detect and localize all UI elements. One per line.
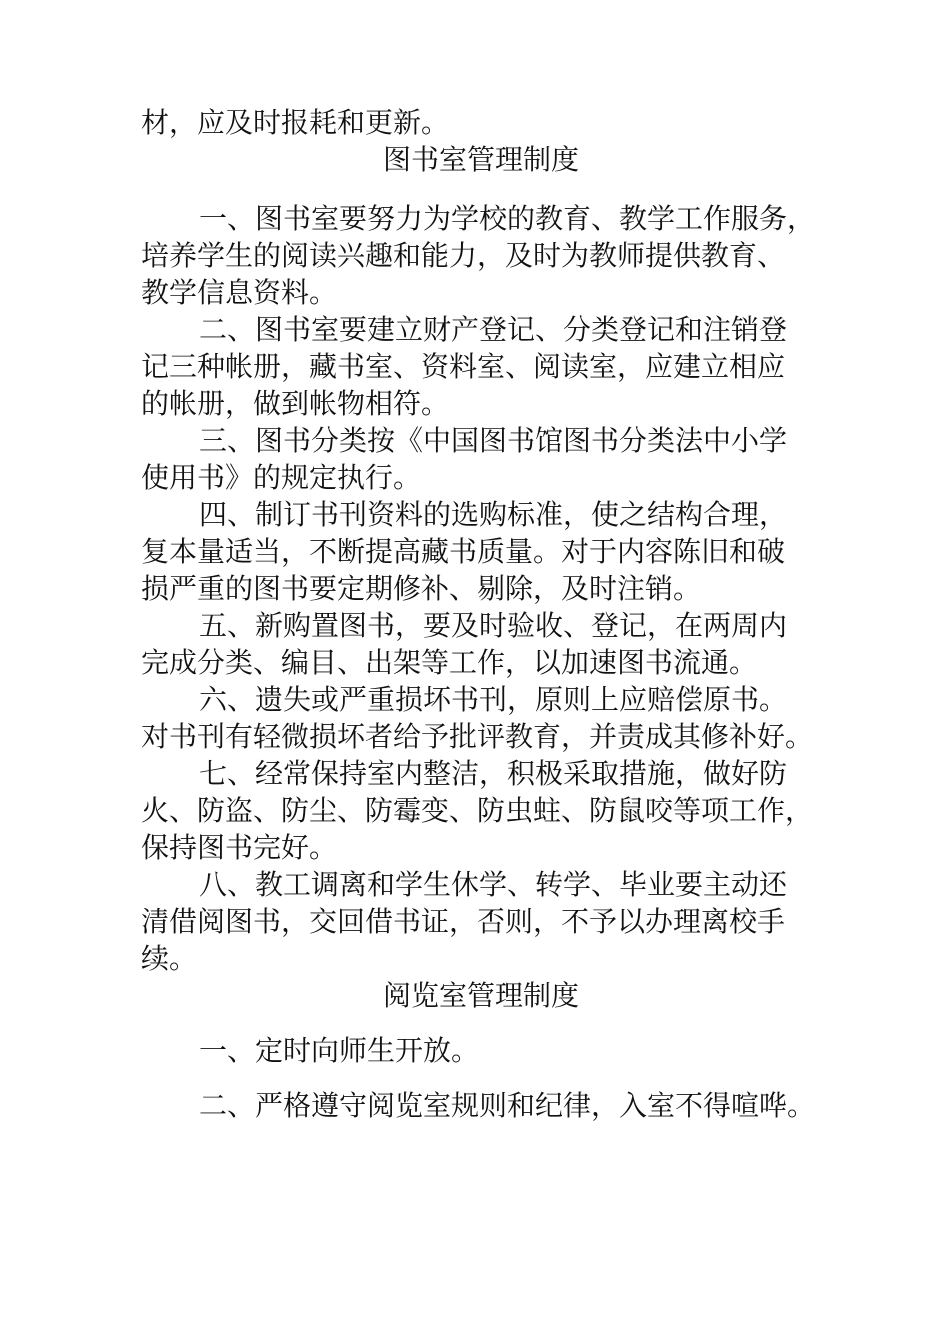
section-title-reading-room: 阅览室管理制度 (382, 979, 579, 1012)
spacer (141, 1069, 821, 1087)
section-title-library: 图书室管理制度 (382, 143, 579, 176)
spacer (141, 1014, 821, 1032)
document-page (141, 104, 821, 1124)
paragraph-library-7: 七、经常保持室内整洁，积极采取措施，做好防 火、防盗、防尘、防霉变、防虫蛀、防鼠咬等项工作， 保持图书完好。 (141, 757, 814, 864)
paragraph-library-6: 六、遗失或严重损坏书刊，原则上应赔偿原书。 对书刊有轻微损坏者给予批评教育，并责成其修补好。 (141, 683, 814, 753)
paragraph-library-5: 五、新购置图书，要及时验收、登记，在两周内 完成分类、编目、出架等工作，以加速图书流通。 (141, 609, 788, 679)
continuation-line: 材，应及时报耗和更新。 (141, 106, 450, 139)
paragraph-library-8: 八、教工调离和学生休学、转学、毕业要主动还 清借阅图书，交回借书证，否则，不予以办理离校手 续。 (141, 868, 788, 975)
paragraph-library-3: 三、图书分类按《中国图书馆图书分类法中小学 使用书》的规定执行。 (141, 424, 788, 494)
paragraph-reading-1: 一、定时向师生开放。 (199, 1034, 480, 1067)
paragraph-library-4: 四、制订书刊资料的选购标准，使之结构合理， 复本量适当，不断提高藏书质量。对于内容陈旧和破 损严重的图书要定期修补、剔除，及时注销。 (141, 498, 788, 605)
paragraph-library-1: 一、图书室要努力为学校的教育、教学工作服务， 培养学生的阅读兴趣和能力，及时为教师提供教育、 教学信息资料。 (141, 202, 816, 309)
paragraph-library-2: 二、图书室要建立财产登记、分类登记和注销登 记三种帐册，藏书室、资料室、阅读室，应建立相应 的帐册，做到帐物相符。 (141, 313, 788, 420)
spacer (141, 178, 821, 200)
paragraph-reading-2: 二、严格遵守阅览室规则和纪律，入室不得喧哗。 (199, 1089, 816, 1122)
